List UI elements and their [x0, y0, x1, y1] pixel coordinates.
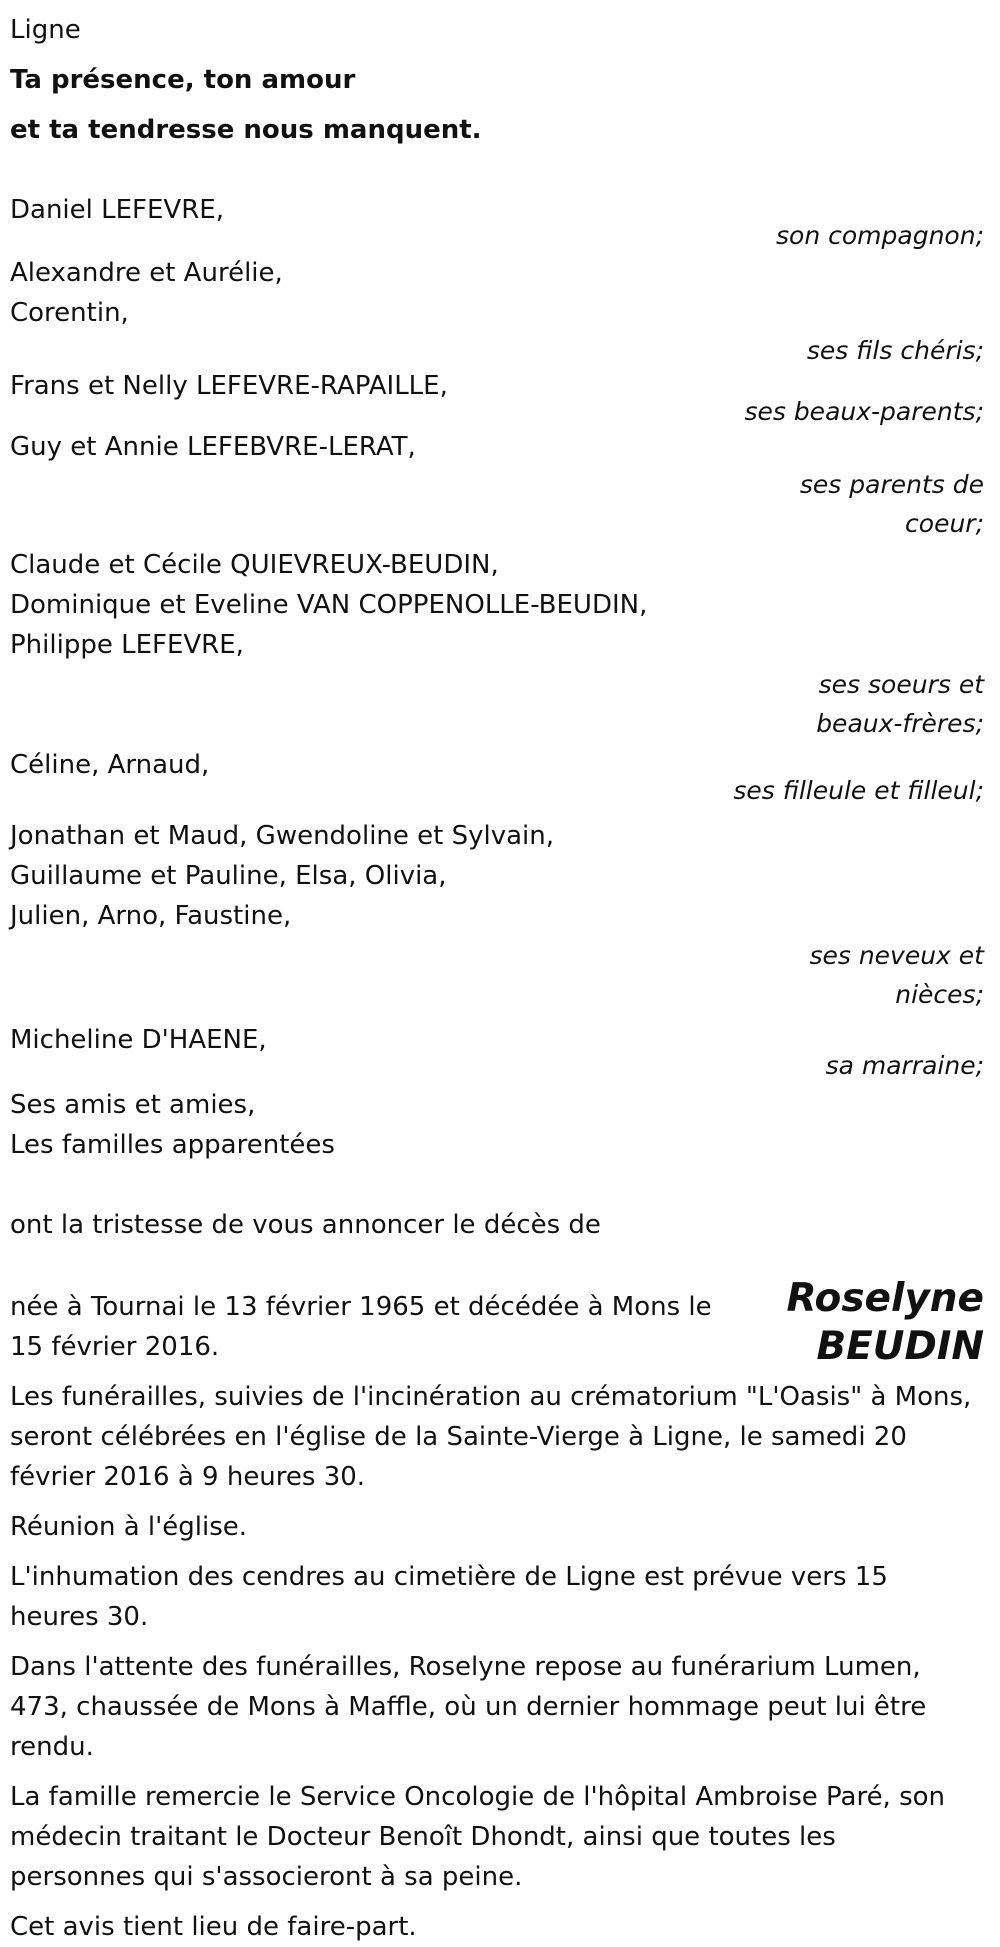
announcement: ont la tristesse de vous annoncer le décès de [10, 1210, 601, 1240]
place-heading: Ligne [10, 15, 81, 45]
relation-line: son compagnon; [776, 221, 984, 250]
family-group [10, 366, 990, 431]
family-group [10, 427, 990, 543]
burial-paragraph: L'inhumation des cendres au cimetière de Ligne est prévue vers 15 heures 30. [10, 1562, 888, 1632]
relation-line: ses neveux et [809, 941, 984, 970]
relation-line: beaux-frères; [816, 709, 984, 738]
funerarium-paragraph: Dans l'attente des funérailles, Roselyne repose au funérarium Lumen, 473, chaussée de Mons à Maffle, où un dernier hommage peut lui être rendu. [10, 1652, 927, 1762]
family-name: Alexandre et Aurélie, [10, 258, 283, 288]
relation-line: ses parents de [799, 470, 984, 499]
family-list [10, 190, 990, 1085]
closing-paragraph: Cet avis tient lieu de faire-part. [10, 1912, 417, 1942]
family-relation [10, 665, 990, 743]
relation-line: ses fils chéris; [806, 336, 984, 365]
family-name: Micheline D'HAENE, [10, 1025, 267, 1055]
family-group [10, 1020, 990, 1085]
family-group [10, 190, 990, 255]
meeting-paragraph: Réunion à l'église. [10, 1512, 248, 1542]
quote-line-1: Ta présence, ton amour [10, 65, 356, 95]
friends-line: Ses amis et amies, [10, 1090, 256, 1120]
family-name: Daniel LEFEVRE, [10, 195, 224, 225]
family-name: Claude et Cécile QUIEVREUX-BEUDIN, [10, 550, 499, 580]
birth-death-text: née à Tournai le 13 février 1965 et décédée à Mons le 15 février 2016. [10, 1292, 712, 1362]
family-group [10, 545, 990, 743]
family-name: Philippe LEFEVRE, [10, 630, 244, 660]
family-name: Corentin, [10, 298, 129, 328]
deceased-first-name: Roselyne [786, 1276, 984, 1321]
family-name: Jonathan et Maud, Gwendoline et Sylvain, [10, 821, 555, 851]
relation-line: ses soeurs et [818, 670, 984, 699]
deceased-last-name: BEUDIN [816, 1324, 984, 1369]
friends-line: Les familles apparentées [10, 1130, 335, 1160]
family-name: Guy et Annie LEFEBVRE-LERAT, [10, 432, 416, 462]
thanks-paragraph: La famille remercie le Service Oncologie de l'hôpital Ambroise Paré, son médecin traitant le Docteur Benoît Dhondt, ainsi que toutes les personnes qui s'associeront à sa peine. [10, 1782, 946, 1892]
quote-line-2: et ta tendresse nous manquent. [10, 115, 482, 145]
relation-line: coeur; [905, 509, 984, 538]
family-name: Céline, Arnaud, [10, 750, 210, 780]
family-name: Guillaume et Pauline, Elsa, Olivia, [10, 861, 447, 891]
family-relation [10, 936, 990, 1014]
family-group [10, 745, 990, 810]
relation-line: ses filleule et filleul; [733, 776, 984, 805]
friends-block [10, 1085, 990, 1165]
family-name: Julien, Arno, Faustine, [10, 901, 292, 931]
family-name: Frans et Nelly LEFEVRE-RAPAILLE, [10, 371, 448, 401]
relation-line: sa marraine; [825, 1051, 984, 1080]
relation-line: nièces; [895, 980, 984, 1009]
family-relation [10, 465, 990, 543]
family-group [10, 816, 990, 1014]
family-group [10, 253, 990, 370]
deceased-name [786, 1275, 984, 1371]
relation-line: ses beaux-parents; [744, 397, 984, 426]
family-name: Dominique et Eveline VAN COPPENOLLE-BEUDIN, [10, 590, 648, 620]
family-relation [10, 331, 990, 370]
deceased-block [10, 1276, 990, 1369]
funeral-paragraph: Les funérailles, suivies de l'incinération au crématorium "L'Oasis" à Mons, seront célébrées en l'église de la Sainte-Vierge à Ligne, le samedi 20 février 2016 à 9 heures 30. [10, 1382, 972, 1492]
details [10, 1377, 990, 1947]
